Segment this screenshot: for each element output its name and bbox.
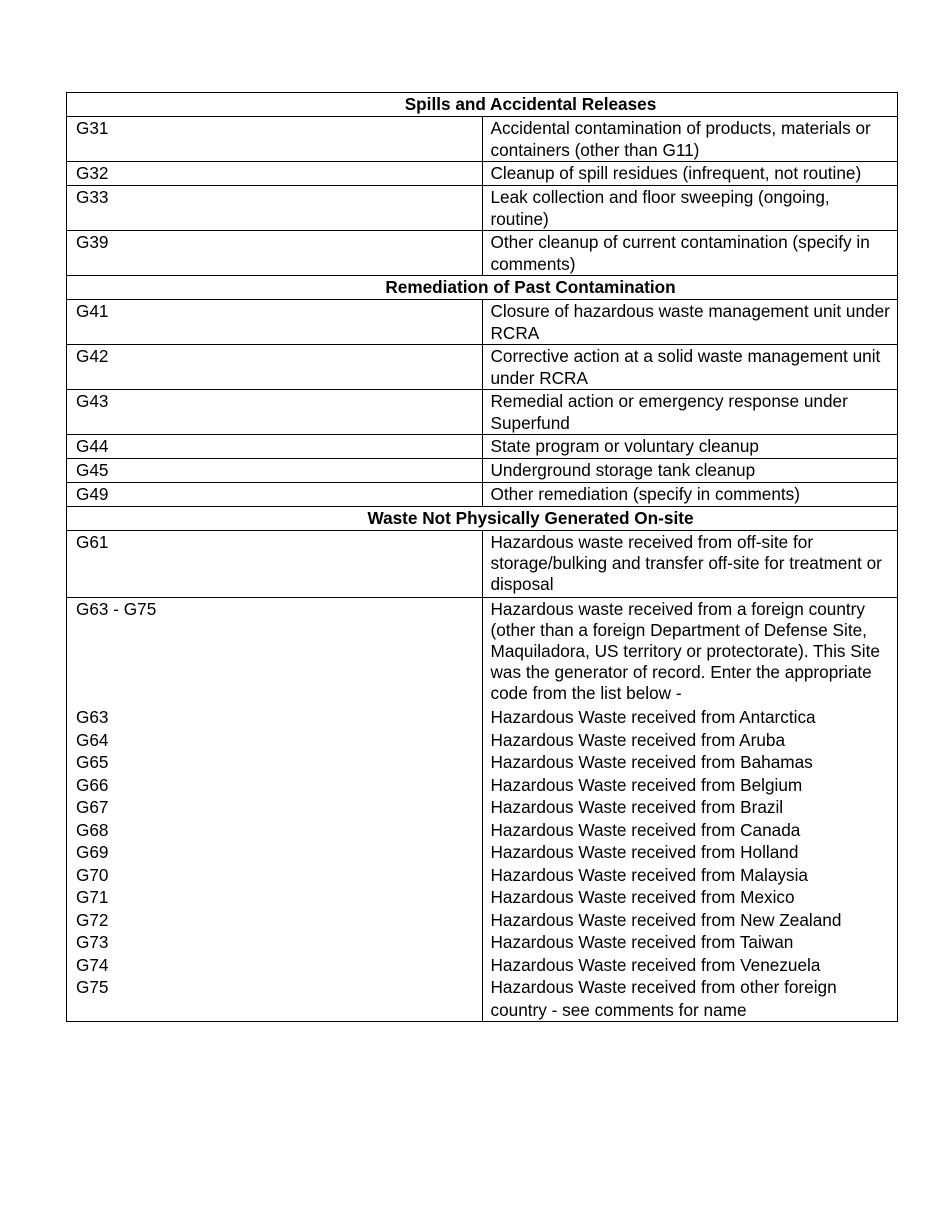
table-row (67, 345, 898, 390)
section-header-row (67, 276, 898, 300)
description-cell: Hazardous Waste received from Malaysia (482, 864, 898, 887)
code-cell: G42 (67, 345, 483, 390)
description-cell: Hazardous Waste received from Belgium (482, 774, 898, 797)
table-row (67, 531, 898, 598)
subcode-row (67, 751, 898, 774)
subcode-row (67, 796, 898, 819)
table-row (67, 483, 898, 507)
subcode-row (67, 954, 898, 977)
code-cell: G45 (67, 459, 483, 483)
section-header-row (67, 93, 898, 117)
description-cell: Hazardous Waste received from Aruba (482, 729, 898, 752)
code-cell: G69 (67, 841, 483, 864)
code-cell: G41 (67, 300, 483, 345)
table-row (67, 300, 898, 345)
code-cell: G32 (67, 162, 483, 186)
table-row (67, 435, 898, 459)
description-cell: Hazardous waste received from a foreign country (other than a foreign Department of Defense Site, Maquiladora, US territory or protectorate). This Site was the generator of record. Enter the appropriate code from the list below - (482, 598, 898, 707)
section-header-row (67, 507, 898, 531)
code-cell: G61 (67, 531, 483, 598)
code-cell: G63 - G75 (67, 598, 483, 707)
code-cell: G65 (67, 751, 483, 774)
description-cell: Hazardous Waste received from Bahamas (482, 751, 898, 774)
description-cell: Hazardous Waste received from Canada (482, 819, 898, 842)
section-title: Remediation of Past Contamination (67, 276, 898, 300)
table-row (67, 186, 898, 231)
description-cell: Hazardous waste received from off-site for storage/bulking and transfer off-site for treatment or disposal (482, 531, 898, 598)
description-cell: Cleanup of spill residues (infrequent, not routine) (482, 162, 898, 186)
table-row (67, 117, 898, 162)
description-cell: Accidental contamination of products, materials or containers (other than G11) (482, 117, 898, 162)
code-cell: G43 (67, 390, 483, 435)
code-cell: G68 (67, 819, 483, 842)
subcode-row (67, 729, 898, 752)
code-cell: G64 (67, 729, 483, 752)
code-cell: G74 (67, 954, 483, 977)
subcode-row (67, 931, 898, 954)
description-cell: Remedial action or emergency response under Superfund (482, 390, 898, 435)
code-cell: G31 (67, 117, 483, 162)
code-cell: G72 (67, 909, 483, 932)
subcode-row (67, 819, 898, 842)
description-cell: Hazardous Waste received from Taiwan (482, 931, 898, 954)
code-cell: G49 (67, 483, 483, 507)
code-cell: G67 (67, 796, 483, 819)
subcode-row (67, 909, 898, 932)
table-row (67, 162, 898, 186)
code-cell: G73 (67, 931, 483, 954)
description-cell: Hazardous Waste received from New Zealand (482, 909, 898, 932)
code-cell: G71 (67, 886, 483, 909)
code-cell: G33 (67, 186, 483, 231)
code-cell: G75 (67, 976, 483, 1022)
subcode-row (67, 706, 898, 729)
table-row (67, 231, 898, 276)
description-cell: Other cleanup of current contamination (specify in comments) (482, 231, 898, 276)
description-cell: Underground storage tank cleanup (482, 459, 898, 483)
description-cell: Closure of hazardous waste management unit under RCRA (482, 300, 898, 345)
subcode-row (67, 976, 898, 1022)
subcode-row (67, 841, 898, 864)
code-cell: G66 (67, 774, 483, 797)
description-cell: Hazardous Waste received from Holland (482, 841, 898, 864)
table-row (67, 459, 898, 483)
table-row (67, 598, 898, 707)
description-cell: State program or voluntary cleanup (482, 435, 898, 459)
section-title: Waste Not Physically Generated On-site (67, 507, 898, 531)
description-cell: Hazardous Waste received from Venezuela (482, 954, 898, 977)
code-cell: G70 (67, 864, 483, 887)
subcode-row (67, 864, 898, 887)
description-cell: Hazardous Waste received from other foreign country - see comments for name (482, 976, 898, 1022)
description-cell: Hazardous Waste received from Mexico (482, 886, 898, 909)
description-cell: Hazardous Waste received from Antarctica (482, 706, 898, 729)
code-cell: G63 (67, 706, 483, 729)
code-cell: G44 (67, 435, 483, 459)
code-cell: G39 (67, 231, 483, 276)
description-cell: Leak collection and floor sweeping (ongoing, routine) (482, 186, 898, 231)
description-cell: Hazardous Waste received from Brazil (482, 796, 898, 819)
description-cell: Corrective action at a solid waste management unit under RCRA (482, 345, 898, 390)
table-row (67, 390, 898, 435)
description-cell: Other remediation (specify in comments) (482, 483, 898, 507)
subcode-row (67, 886, 898, 909)
waste-code-table (66, 92, 898, 1022)
section-title: Spills and Accidental Releases (67, 93, 898, 117)
subcode-row (67, 774, 898, 797)
